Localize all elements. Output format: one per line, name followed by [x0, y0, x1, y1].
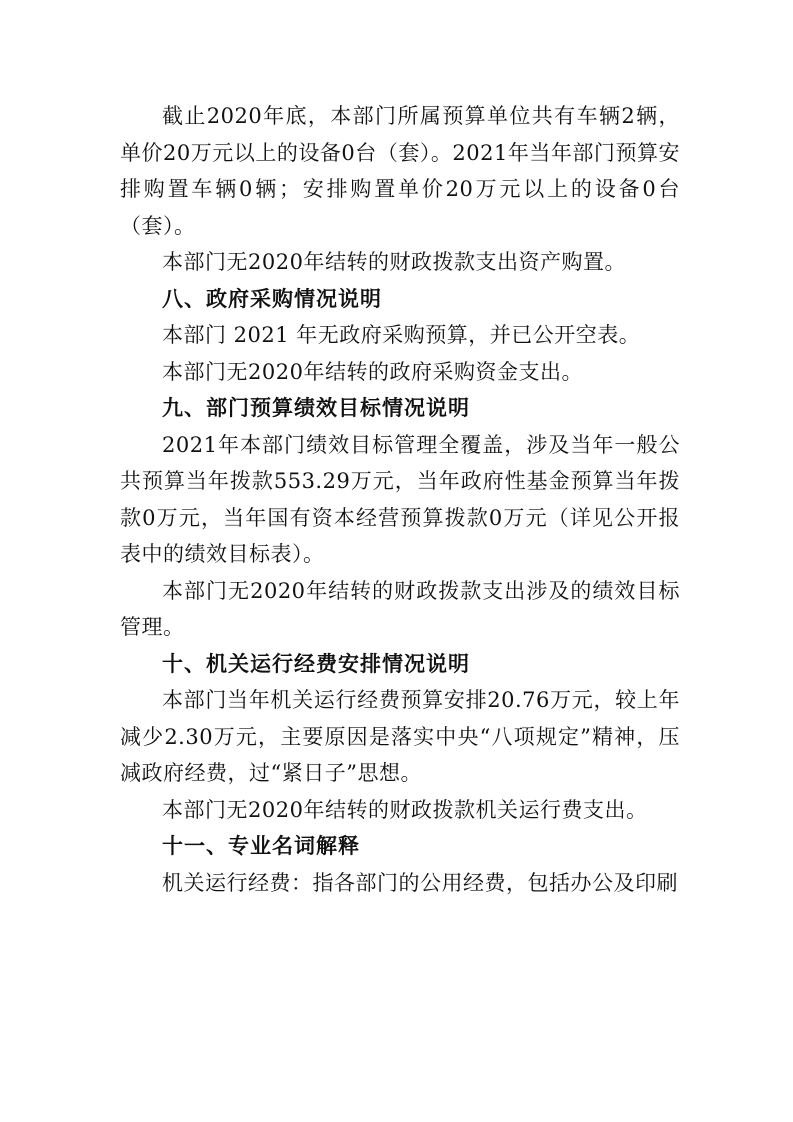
paragraph-vehicles-equipment: 截止2020年底，本部门所属预算单位共有车辆2辆，单价20万元以上的设备0台（套）。2021年当年部门预算安排购置车辆0辆；安排购置单价20万元以上的设备0台（套）。 [120, 104, 680, 238]
paragraph-operating-budget: 本部门当年机关运行经费预算安排20.76万元，较上年减少2.30万元，主要原因是落实中央“八项规定”精神，压减政府经费，过“紧日子”思想。 [120, 688, 680, 785]
paragraph-asset-purchase-carryover: 本部门无2020年结转的财政拨款支出资产购置。 [162, 250, 626, 274]
section-heading-operating-expenses: 十、机关运行经费安排情况说明 [162, 651, 470, 676]
section-heading-glossary: 十一、专业名词解释 [162, 834, 360, 858]
paragraph-procurement-budget: 本部门 2021 年无政府采购预算，并已公开空表。 [162, 323, 641, 347]
paragraph-performance-carryover: 本部门无2020年结转的财政拨款支出涉及的绩效目标管理。 [120, 578, 680, 639]
document-body [120, 98, 680, 901]
section-heading-government-procurement: 八、政府采购情况说明 [162, 286, 382, 311]
section-heading-performance-targets: 九、部门预算绩效目标情况说明 [162, 396, 470, 420]
paragraph-operating-carryover: 本部门无2020年结转的财政拨款机关运行费支出。 [162, 797, 648, 822]
paragraph-performance-coverage: 2021年本部门绩效目标管理全覆盖，涉及当年一般公共预算当年拨款553.29万元，当年政府性基金预算当年拨款0万元，当年国有资本经营预算拨款0万元（详见公开报表中的绩效目标表）。 [120, 432, 680, 566]
paragraph-procurement-carryover: 本部门无2020年结转的政府采购资金支出。 [162, 359, 583, 384]
paragraph-glossary-operating-expenses: 机关运行经费：指各部门的公用经费，包括办公及印刷 [162, 870, 678, 895]
